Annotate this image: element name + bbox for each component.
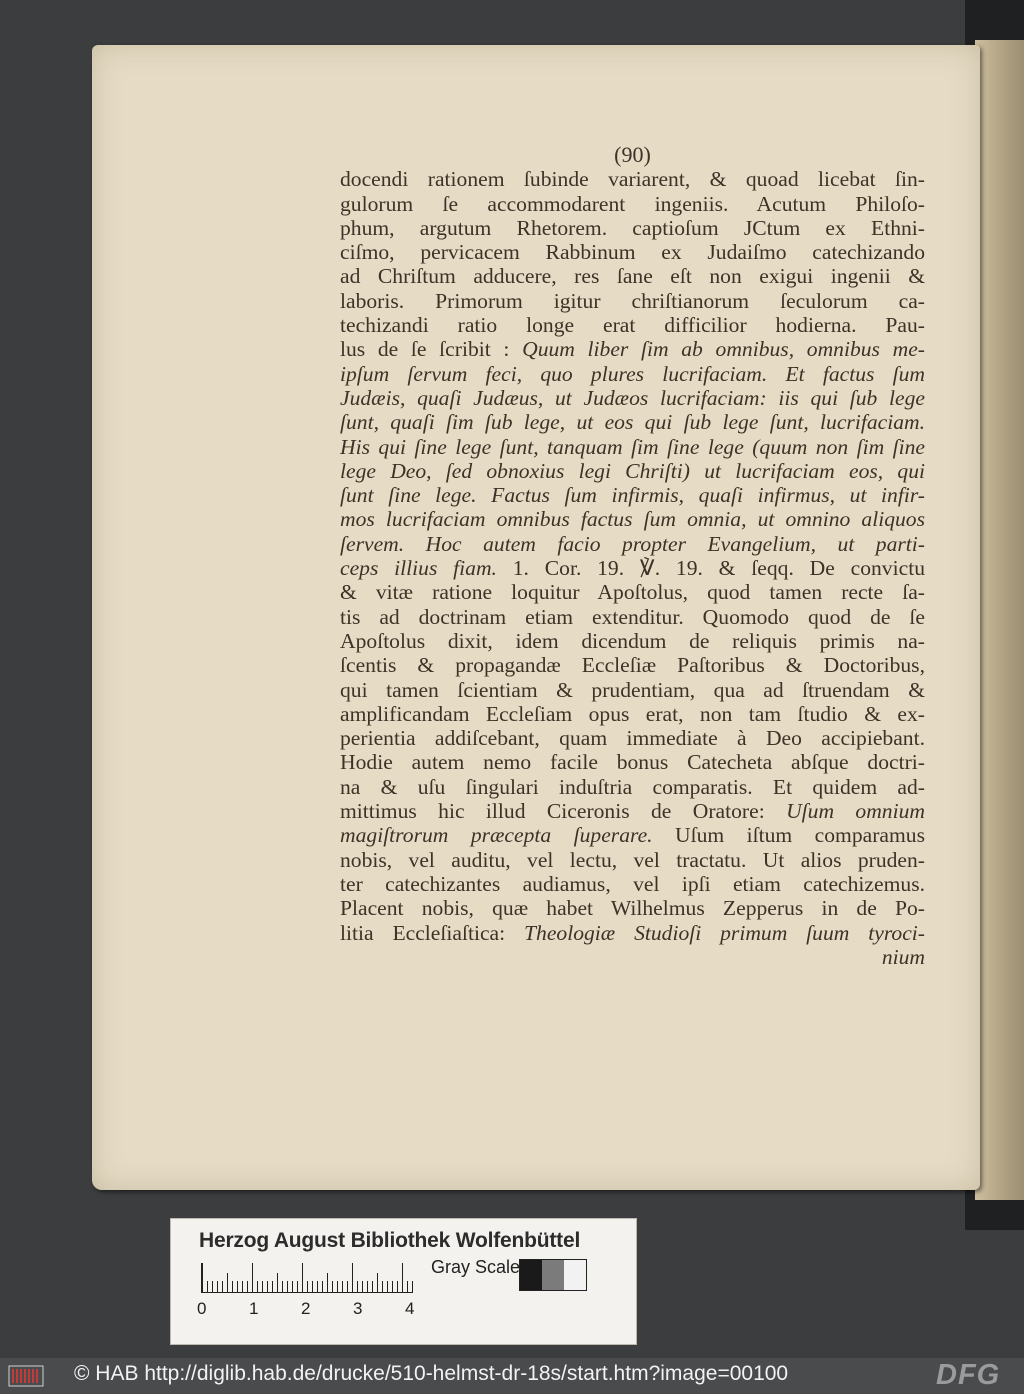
- text-line: [340, 167, 925, 191]
- ruler-ticks: [202, 1263, 417, 1293]
- book-page-edges: [975, 40, 1024, 1200]
- text-line: [340, 192, 925, 216]
- text-line: [340, 410, 925, 434]
- text-run: litia Eccleſiaſtica:: [340, 920, 525, 945]
- text-line: [340, 362, 925, 386]
- text-run: & vitæ ratione loquitur Apoſtolus, quod tamen recte ſa-: [340, 580, 925, 605]
- footer-bar: [0, 1358, 1024, 1394]
- text-line: [340, 945, 925, 969]
- gray-scale-swatches: [519, 1259, 587, 1291]
- gray-scale-label: Gray Scale: [431, 1257, 521, 1277]
- text-run: Hodie autem nemo facile bonus Catecheta abſque doctri-: [340, 750, 925, 775]
- italic-text-run: nium: [881, 944, 925, 969]
- text-line: [340, 750, 925, 774]
- library-name: Herzog August Bibliothek Wolfenbüttel: [199, 1229, 581, 1252]
- italic-text-run: ſervem. Hoc autem facio propter Evangelium, ut parti-: [340, 531, 925, 556]
- text-line: [340, 653, 925, 677]
- hab-logo-icon: [8, 1364, 44, 1388]
- italic-text-run: ſunt, quaſi ſim ſub lege, ut eos qui ſub lege ſunt, lucrifaciam.: [340, 410, 925, 435]
- text-line: [340, 459, 925, 483]
- text-run: ad Chriſtum adducere, res ſane eſt non exigui ingenii &: [340, 264, 925, 289]
- text-run: Apoſtolus dixit, idem dicendum de reliquis primis na-: [340, 628, 925, 653]
- page-text: [340, 143, 925, 969]
- text-line: [340, 386, 925, 410]
- text-line: [340, 337, 925, 361]
- italic-text-run: Quum liber ſim ab omnibus, omnibus me-: [522, 337, 926, 362]
- text-line: [340, 313, 925, 337]
- page-number: (90): [614, 142, 651, 167]
- text-line: [340, 799, 925, 823]
- text-line: [340, 289, 925, 313]
- swatch-black: [520, 1260, 542, 1290]
- text-line: [340, 702, 925, 726]
- text-run: Uſum iſtum comparamus: [652, 823, 925, 848]
- text-run: na & uſu ſingulari induſtria comparatis. Et quidem ad-: [340, 774, 925, 799]
- source-link[interactable]: © HAB http://diglib.hab.de/drucke/510-helmst-dr-18s/start.htm?image=00100: [74, 1362, 789, 1385]
- text-line: [340, 580, 925, 604]
- text-run: Placent nobis, quæ habet Wilhelmus Zepperus in de Po-: [340, 896, 925, 921]
- library-color-card: [170, 1218, 637, 1345]
- text-run: laboris. Primorum igitur chriſtianorum ſeculorum ca-: [340, 288, 925, 313]
- text-line: [340, 556, 925, 580]
- text-run: gulorum ſe accommodarent ingeniis. Acutum Philoſo-: [340, 191, 925, 216]
- scale-ruler: [201, 1263, 417, 1293]
- ruler-number: 1: [249, 1299, 259, 1318]
- text-line: [340, 507, 925, 531]
- text-line: [340, 775, 925, 799]
- text-line: [340, 605, 925, 629]
- text-run: ciſmo, pervicacem Rabbinum ex Judaiſmo catechizando: [340, 240, 925, 265]
- text-line: [340, 726, 925, 750]
- italic-text-run: lege Deo, ſed obnoxius legi Chriſti) ut lucrifaciam eos, qui: [340, 458, 925, 483]
- text-line: [340, 264, 925, 288]
- italic-text-run: ipſum ſervum feci, quo plures lucrifaciam. Et factus ſum: [340, 361, 925, 386]
- text-run: nobis, vel auditu, vel lectu, vel tractatu. Ut alios pruden-: [340, 847, 925, 872]
- text-line: [340, 435, 925, 459]
- text-line: [340, 532, 925, 556]
- text-run: docendi rationem ſubinde variarent, & quoad licebat ſin-: [340, 167, 925, 192]
- italic-text-run: ſunt ſine lege. Factus ſum infirmis, quaſi infirmus, ut infir-: [340, 483, 925, 508]
- italic-text-run: magiſtrorum præcepta ſuperare.: [340, 823, 653, 848]
- italic-text-run: His qui ſine lege ſunt, tanquam ſim ſine lege (quum non ſim ſine: [340, 434, 925, 459]
- text-lines: [340, 167, 925, 969]
- text-line: [340, 629, 925, 653]
- swatch-white: [564, 1260, 586, 1290]
- text-run: techizandi ratio longe erat difficilior hodierna. Pau-: [340, 313, 925, 338]
- ruler-number: 3: [353, 1299, 363, 1318]
- italic-text-run: ceps illius fiam.: [340, 556, 497, 581]
- text-run: mittimus hic illud Ciceronis de Oratore:: [340, 799, 787, 824]
- italic-text-run: Judæis, quaſi Judæus, ut Judæos lucrifaciam: iis qui ſub lege: [340, 385, 925, 410]
- text-line: [340, 483, 925, 507]
- text-line: [340, 678, 925, 702]
- swatch-gray: [542, 1260, 564, 1290]
- text-run: phum, argutum Rhetorem. captioſum JCtum ex Ethni-: [340, 215, 925, 240]
- text-line: [340, 848, 925, 872]
- dfg-logo: DFG: [936, 1359, 1001, 1391]
- text-run: lus de ſe ſcribit :: [340, 337, 523, 362]
- text-line: [340, 823, 925, 847]
- text-run: perientia addiſcebant, quam immediate à Deo accipiebant.: [340, 726, 925, 751]
- italic-text-run: Theologiæ Studioſi primum ſuum tyroci-: [524, 920, 925, 945]
- text-run: tis ad doctrinam etiam extenditur. Quomodo quod de ſe: [340, 604, 925, 629]
- text-run: qui tamen ſcientiam & prudentiam, qua ad ſtruendam &: [340, 677, 925, 702]
- text-line: [340, 872, 925, 896]
- ruler-number: 2: [301, 1299, 311, 1318]
- text-line: [340, 896, 925, 920]
- italic-text-run: mos lucrifaciam omnibus factus ſum omnia, ut omnino aliquos: [340, 507, 925, 532]
- text-line: [340, 240, 925, 264]
- text-run: ter catechizantes audiamus, vel ipſi etiam catechizemus.: [340, 871, 925, 896]
- ruler-number: 4: [405, 1299, 415, 1318]
- ruler-number: 0: [197, 1299, 207, 1318]
- text-run: amplificandam Eccleſiam opus erat, non tam ſtudio & ex-: [340, 701, 925, 726]
- text-run: ſcentis & propagandæ Eccleſiæ Paſtoribus & Doctoribus,: [340, 653, 925, 678]
- text-line: [340, 216, 925, 240]
- italic-text-run: Uſum omnium: [786, 799, 925, 824]
- text-line: [340, 921, 925, 945]
- text-run: 1. Cor. 19. ℣. 19. & ſeqq. De convictu: [496, 556, 925, 581]
